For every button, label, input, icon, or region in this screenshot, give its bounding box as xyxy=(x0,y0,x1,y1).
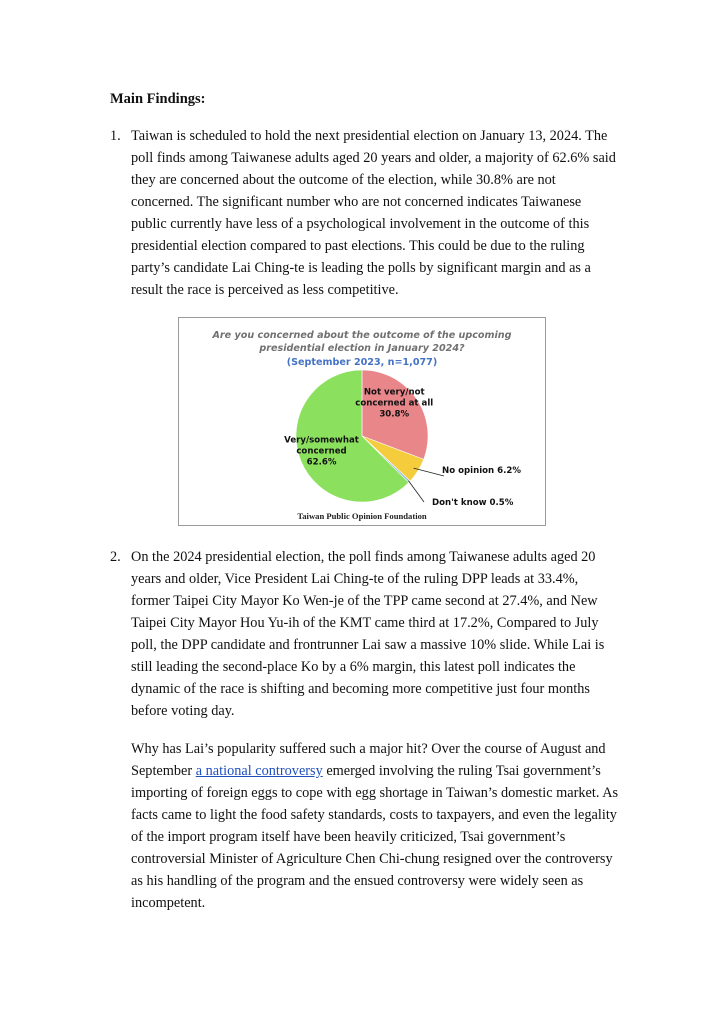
finding-1 xyxy=(110,125,620,301)
pie-chart-figure xyxy=(178,317,546,526)
paragraph-2-text-start: Why has Lai’s popularity suffered such a major hit? Over the course of August and September xyxy=(131,741,606,779)
finding-2 xyxy=(110,546,620,914)
national-controversy-link[interactable]: a national controversy xyxy=(195,763,323,779)
pie-chart xyxy=(179,318,545,525)
label-not-concerned: Not very/not concerned at all 30.8% xyxy=(355,387,434,420)
section-heading: Main Findings: xyxy=(110,91,206,107)
finding-2-number: 2. xyxy=(110,549,121,565)
chart-title-line-2: presidential election in January 2024? xyxy=(259,343,465,354)
paragraph-2-text-end: emerged involving the ruling Tsai government’s importing of foreign eggs to cope with egg shortage in Taiwan’s domestic market. As facts came to light the food safety standards, costs to taxpayers, and even the legality of the import program itself have been heavily criticized, Tsai government’s controversial Minister of Agriculture Chen Chi-chung resigned over the controversy as his handling of the program and the ensued controversy were widely seen as incompetent. xyxy=(131,763,619,911)
label-no-opinion: No opinion 6.2% xyxy=(442,466,522,476)
label-dont-know: Don't know 0.5% xyxy=(432,498,514,508)
finding-2-paragraph-1: On the 2024 presidential election, the poll finds among Taiwanese adults aged 20 years and older, Vice President Lai Ching-te of the ruling DPP leads at 33.4%, former Taipei City Mayor Ko Wen-je of the TPP came second at 27.4%, and New Taipei City Mayor Hou Yu-ih of the KMT came third at 17.2%, Compared to July poll, the DPP candidate and frontrunner Lai saw a massive 10% slide. While Lai is still leading the second-place Ko by a 6% margin, this latest poll indicates the dynamic of the race is shifting and becoming more competitive just four months before voting day. xyxy=(131,549,605,719)
label-concerned: Very/somewhat concerned 62.6% xyxy=(284,435,359,468)
chart-title-line-1: Are you concerned about the outcome of the upcoming xyxy=(212,330,512,341)
finding-1-text: Taiwan is scheduled to hold the next presidential election on January 13, 2024. The poll finds among Taiwanese adults aged 20 years and older, a majority of 62.6% said they are concerned about the outcome of the election, while 30.8% are not concerned. The significant number who are not concerned indicates Taiwanese public currently have less of a psychological involvement in the outcome of this presidential election compared to past elections. This could be due to the ruling party’s candidate Lai Ching-te is leading the polls by significant margin and as a result the race is perceived as less competitive. xyxy=(131,128,616,298)
leader-line-no-opinion xyxy=(414,468,444,476)
finding-2-paragraph-2 xyxy=(131,738,620,914)
leader-line-dont-know xyxy=(409,481,424,502)
chart-source: Taiwan Public Opinion Foundation xyxy=(297,511,427,521)
finding-1-number: 1. xyxy=(110,128,121,144)
chart-subtitle: (September 2023, n=1,077) xyxy=(286,357,438,368)
